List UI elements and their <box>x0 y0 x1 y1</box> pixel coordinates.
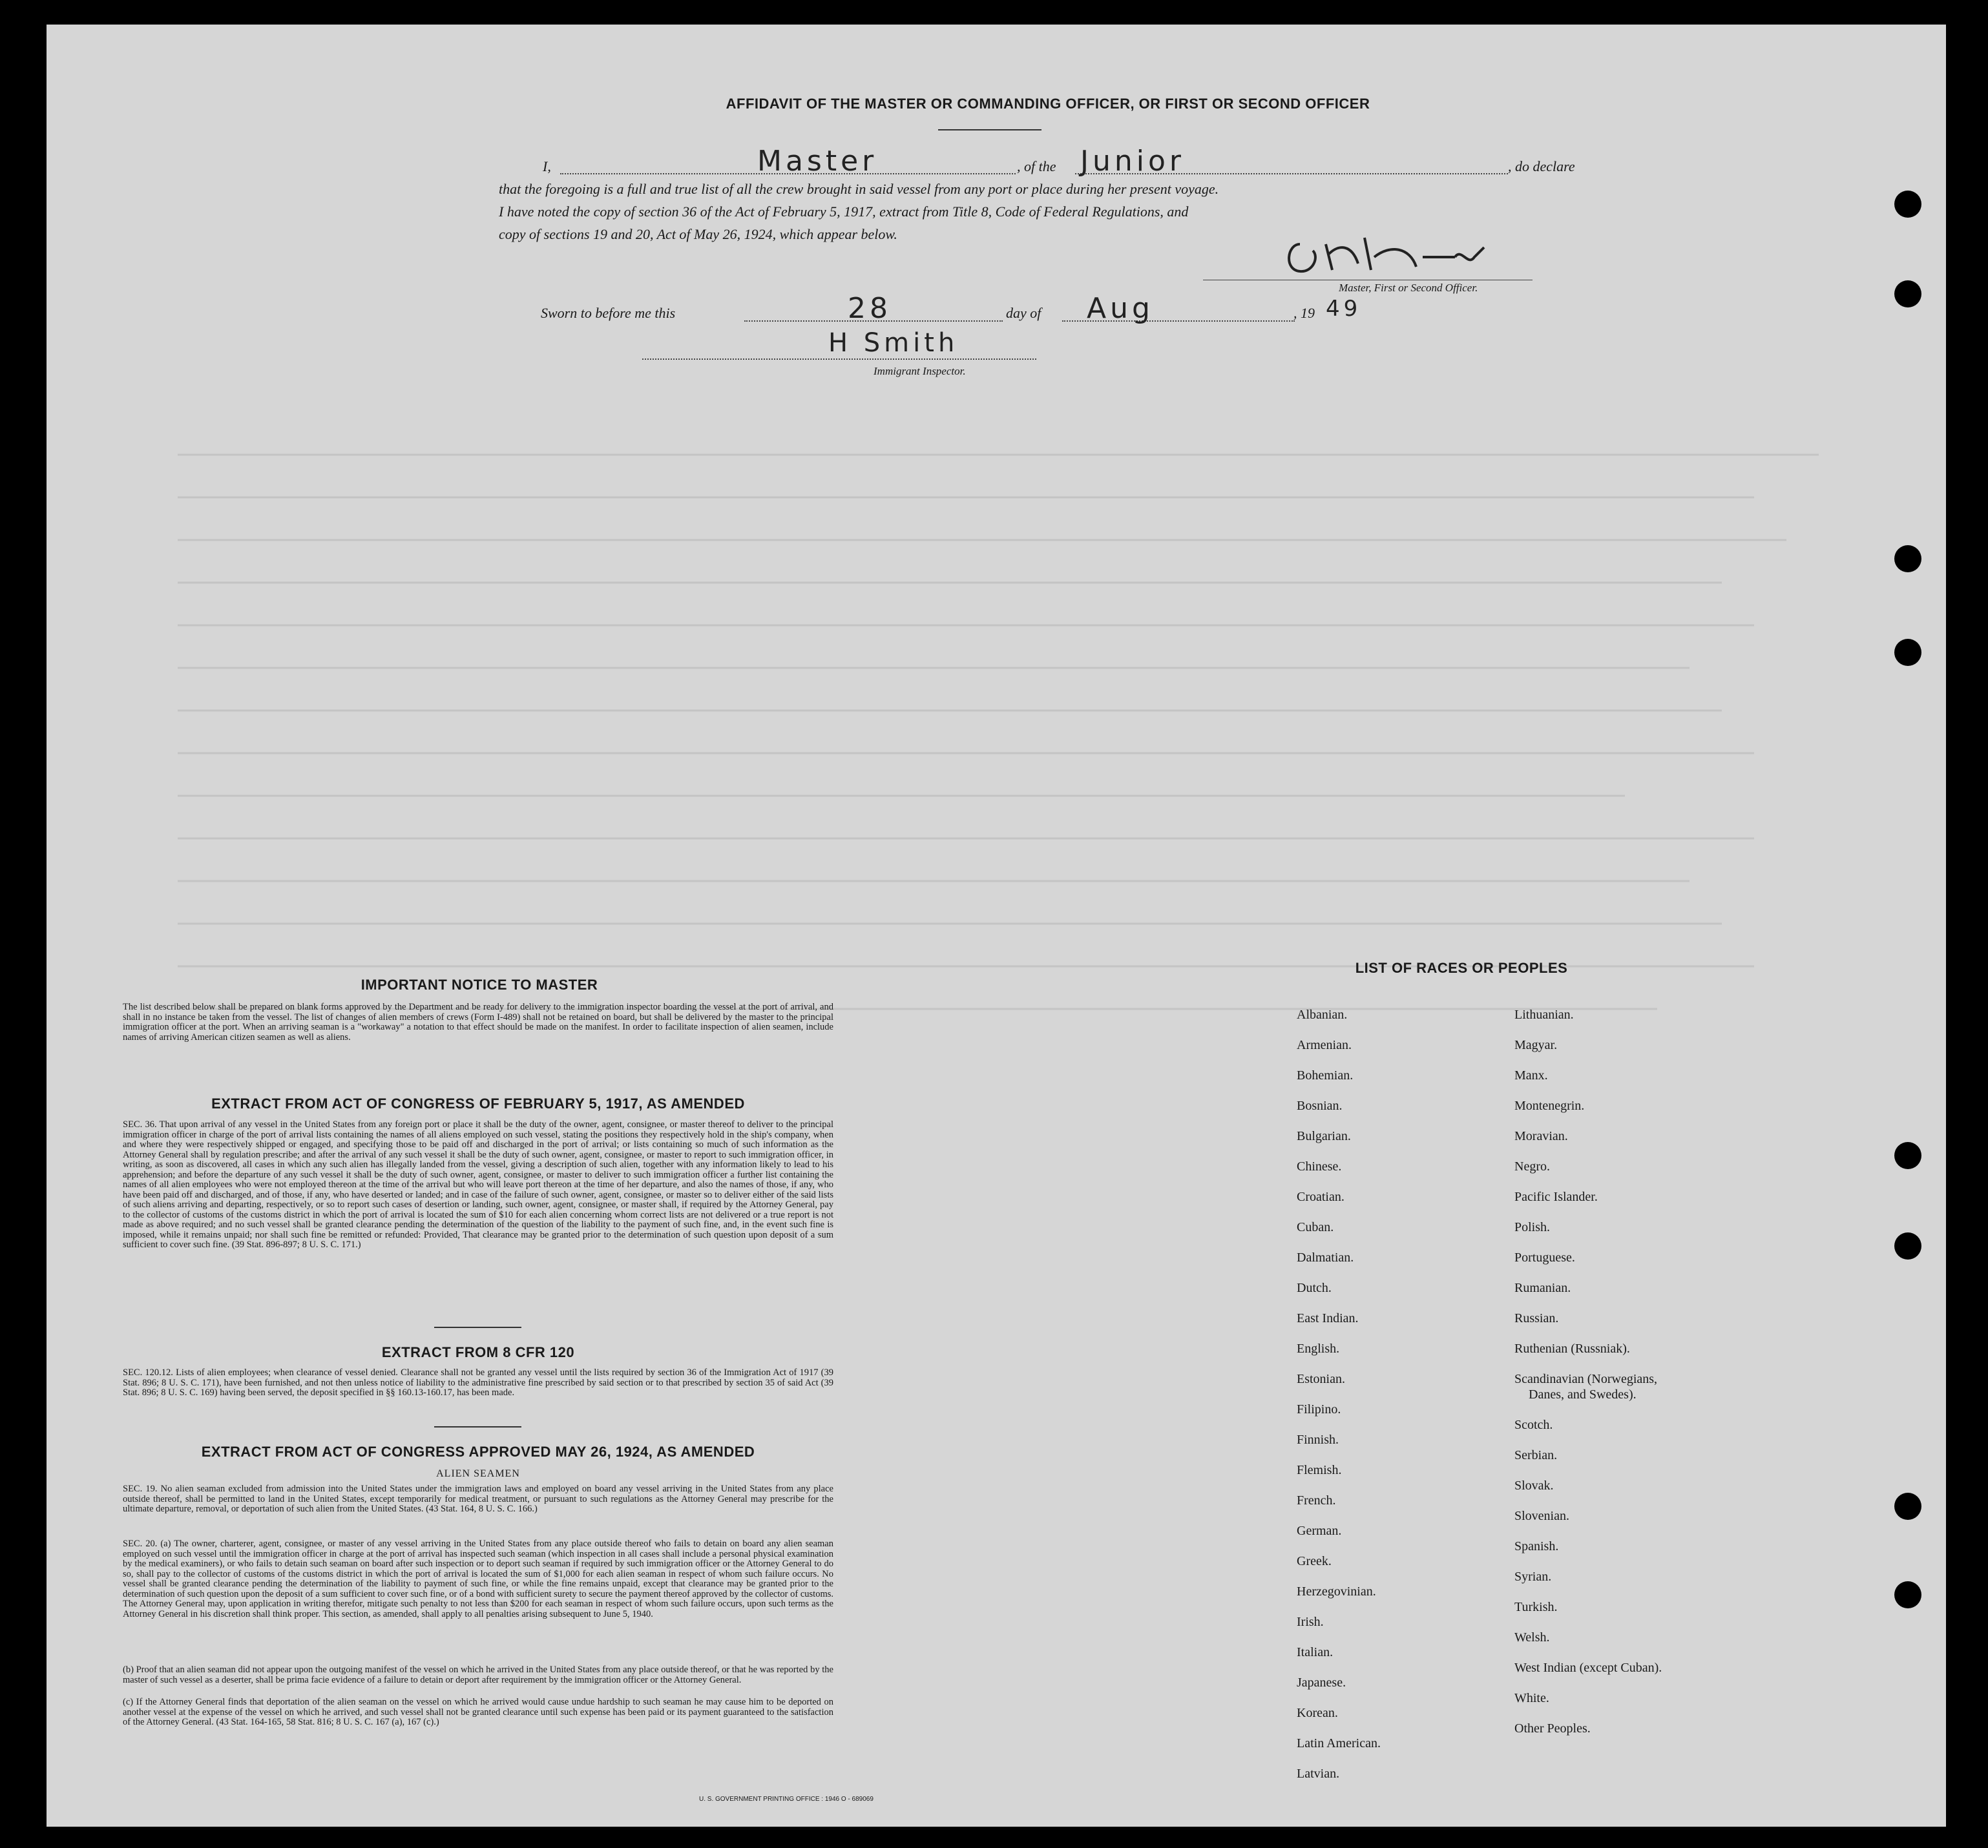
extract-1917-text: SEC. 36. That upon arrival of any vessel in the United States from any foreign port or place it shall be the duty of the owner, agent, consignee, or master thereof to deliver to the principal immigration officer in charge of the port of arrival lists containing the names of all aliens employed on such vessel, stating the positions they respectively hold in the ship's company, when and where they were respectively shipped or engaged, and specifying those to be paid off and discharged in the port of arrival; or lists containing so much of such information as the Attorney General shall by regulation prescribe; and after the arrival of any such vessel it shall be the duty of such owner, agent, consignee, or master to report to such immigration officer, in writing, as soon as discovered, all cases in which any such alien has illegally landed from the vessel, giving a description of such alien, together with any information likely to lead to his apprehension; and before the departure of any such vessel it shall be the duty of such owner, agent, consignee, or master to deliver to such immigration officer a further list containing the names of all alien employees who were not employed thereon at the time of the arrival but who will leave port thereon at the time of her departure, and also the names of those, if any, who have been paid off and discharged, and of those, if any, who have deserted or landed; and in case of the failure of such owner, agent, consignee, or master so to deliver either of the said lists of such aliens arriving and departing, respectively, or so to report such cases of desertion or landing, such owner, agent, consignee, or master shall, if required by the Attorney General, pay to the collector of customs of the customs district in which the port of arrival is located the sum of $10 for each alien concerning whom correct lists are not delivered or a true report is not made as above required; and no such vessel shall be granted clearance pending the determination of the question of the liability to the payment of such fine, and, in the event such fine is imposed, while it remains unpaid; nor shall such fine be remitted or refunded: Provided, That clearance may be granted prior to the determination of such question upon deposit of a sum sufficient to cover such fine. (39 Stat. 896-897; 8 U. S. C. 171.) <box>123 1119 833 1250</box>
race-item: Latin American. <box>1297 1736 1381 1750</box>
race-item: Slovak. <box>1514 1479 1554 1493</box>
punch-hole <box>1894 191 1921 218</box>
sec-20a-text: SEC. 20. (a) The owner, charterer, agent, consignee, or master of any vessel arriving in the United States from any place outside thereof who fails to detain on board any alien seaman employed on such vessel until the immigration officer in charge at the port of arrival has inspected such seaman (which inspection in all cases shall include a personal physical examination by the medical examiners), or who fails to detain such seaman on board after such inspection or to deport such seaman if required by such immigration officer or the Attorney General to do so, shall pay to the collector of customs of the customs district in which the port of arrival is located the sum of $1,000 for each alien seaman in respect of whom such failure occurs. No vessel shall be granted clearance pending the determination of the liability to payment of such fine, or while the fine remains unpaid, except that clearance may be granted prior to the determination of such question upon the deposit of a sum sufficient to cover such fine, or of a bond with sufficient surety to secure the payment thereof approved by the collector of customs. The Attorney General may, upon application in writing therefor, mitigate such penalty to not less than $200 for each seaman in respect of whom such failure occurs, upon such terms as the Attorney General in his discretion shall think proper. This section, as amended, shall apply to all penalties arising subsequent to June 5, 1940. <box>123 1539 833 1619</box>
punch-hole <box>1894 1232 1921 1260</box>
race-item: Turkish. <box>1514 1600 1558 1614</box>
race-item: Portuguese. <box>1514 1251 1575 1265</box>
declaration-line-2: I have noted the copy of section 36 of the Act of February 5, 1917, extract from Title 8, Code of Federal Regulations, and <box>499 203 1189 220</box>
race-item: Greek. <box>1297 1554 1332 1568</box>
race-item: Italian. <box>1297 1645 1334 1659</box>
race-item: Filipino. <box>1297 1402 1341 1417</box>
race-item: Dutch. <box>1297 1281 1332 1295</box>
race-item: Russian. <box>1514 1311 1559 1325</box>
races-title: LIST OF RACES OR PEOPLES <box>1355 960 1568 976</box>
race-item: Serbian. <box>1514 1448 1558 1462</box>
bleed-through <box>111 399 1883 1730</box>
declaration-i: I, <box>543 158 551 174</box>
master-signature <box>1261 218 1520 289</box>
race-item: Armenian. <box>1297 1038 1352 1052</box>
race-item: Manx. <box>1514 1068 1548 1083</box>
sec-20b-text: (b) Proof that an alien seaman did not appear upon the outgoing manifest of the vessel on which he arrived in the United States from any place outside thereof, or that he was reported by the master of such vessel as a deserter, shall be prima facie evidence of a failure to detain or deport after requirement by the immigration officer or the Attorney General. <box>123 1665 833 1685</box>
race-item: Other Peoples. <box>1514 1721 1591 1736</box>
race-item: Bosnian. <box>1297 1099 1343 1113</box>
race-item: Dalmatian. <box>1297 1251 1354 1265</box>
race-item: Ruthenian (Russniak). <box>1514 1342 1630 1356</box>
extract-cfr-title: EXTRACT FROM 8 CFR 120 <box>381 1344 575 1360</box>
extract-1924-subtitle: ALIEN SEAMEN <box>436 1468 520 1479</box>
race-item: Welsh. <box>1514 1630 1550 1645</box>
race-item: Korean. <box>1297 1706 1338 1720</box>
printer-imprint: U. S. GOVERNMENT PRINTING OFFICE : 1946 O - 689069 <box>699 1796 874 1803</box>
divider-1 <box>434 1327 521 1328</box>
punch-hole <box>1894 1493 1921 1520</box>
title-divider <box>938 129 1041 130</box>
race-item: Cuban. <box>1297 1220 1334 1234</box>
extract-1924-title: EXTRACT FROM ACT OF CONGRESS APPROVED MAY 26, 1924, AS AMENDED <box>201 1444 755 1460</box>
race-item: Montenegrin. <box>1514 1099 1585 1113</box>
vessel-handwritten: Junior <box>1080 145 1185 178</box>
signature-label: Master, First or Second Officer. <box>1339 282 1478 294</box>
rank-handwritten: Master <box>757 145 878 178</box>
race-item: Chinese. <box>1297 1159 1342 1174</box>
race-item: Lithuanian. <box>1514 1008 1574 1022</box>
race-item: Latvian. <box>1297 1767 1340 1781</box>
day-of-label: day of <box>1006 305 1041 321</box>
race-item: Bohemian. <box>1297 1068 1354 1083</box>
race-item: Irish. <box>1297 1615 1324 1629</box>
do-declare-label: , do declare <box>1508 158 1575 174</box>
race-item: Scotch. <box>1514 1418 1553 1432</box>
race-item: Albanian. <box>1297 1008 1348 1022</box>
affidavit-title: AFFIDAVIT OF THE MASTER OR COMMANDING OFFICER, OR FIRST OR SECOND OFFICER <box>726 96 1370 112</box>
punch-hole <box>1894 280 1921 307</box>
declaration-line-1: that the foregoing is a full and true list of all the crew brought in said vessel from any port or place during her present voyage. <box>499 181 1219 197</box>
declaration-line-3: copy of sections 19 and 20, Act of May 26, 1924, which appear below. <box>499 226 897 242</box>
race-item: East Indian. <box>1297 1311 1359 1325</box>
race-item: Estonian. <box>1297 1372 1345 1386</box>
race-item: Pacific Islander. <box>1514 1190 1598 1204</box>
race-item: White. <box>1514 1691 1549 1705</box>
race-item: Japanese. <box>1297 1676 1346 1690</box>
sec-19-text: SEC. 19. No alien seaman excluded from admission into the United States under the immigration laws and employed on board any vessel arriving in the United States from any place outside thereof, shall be permitted to land in the United States, except temporarily for medical treatment, or pursuant to such regulations as the Attorney General may prescribe for the ultimate departure, removal, or deportation of such alien from the United States. (43 Stat. 164, 8 U. S. C. 166.) <box>123 1484 833 1514</box>
notice-title: IMPORTANT NOTICE TO MASTER <box>361 977 598 993</box>
race-item: Rumanian. <box>1514 1281 1571 1295</box>
race-item: Spanish. <box>1514 1539 1559 1553</box>
sec-20c-text: (c) If the Attorney General finds that deportation of the alien seaman on the vessel on which he arrived would cause undue hardship to such seaman he may cause him to be deported on another vessel at the expense of the vessel on which he arrived, and such vessel shall not be granted clearance until such expense has been paid or its payment guaranteed to the satisfaction of the Attorney General. (43 Stat. 164-165, 58 Stat. 816; 8 U. S. C. 167 (a), 167 (c).) <box>123 1697 833 1727</box>
form-page <box>47 25 1946 1827</box>
sworn-label: Sworn to before me this <box>541 305 676 321</box>
extract-1917-title: EXTRACT FROM ACT OF CONGRESS OF FEBRUARY 5, 1917, AS AMENDED <box>211 1095 745 1112</box>
race-item: Negro. <box>1514 1159 1550 1174</box>
race-item: Croatian. <box>1297 1190 1345 1204</box>
inspector-label: Immigrant Inspector. <box>874 365 966 377</box>
year-handwritten: 49 <box>1326 296 1362 322</box>
race-item: West Indian (except Cuban). <box>1514 1661 1662 1675</box>
inspector-line <box>642 358 1036 360</box>
inspector-handwritten: H Smith <box>828 328 959 358</box>
race-item: Scandinavian (Norwegians, <box>1514 1372 1658 1386</box>
divider-2 <box>434 1426 521 1428</box>
notice-text: The list described below shall be prepared on blank forms approved by the Department and be ready for delivery to the immigration inspector boarding the vessel at the port of arrival, and shall in no instance be taken from the vessel. The list of changes of alien members of crews (Form I-489) shall not be retained on board, but shall be delivered by the master to the principal immigration officer at the port. When an arriving seaman is a "workaway" a notation to that effect should be made on the manifest. In order to facilitate inspection of alien seamen, include names of arriving American citizen seamen as well as aliens. <box>123 1002 833 1043</box>
month-handwritten: Aug <box>1087 292 1154 325</box>
race-item: Syrian. <box>1514 1570 1552 1584</box>
race-item: French. <box>1297 1493 1336 1508</box>
race-item: Bulgarian. <box>1297 1129 1351 1143</box>
punch-hole <box>1894 1142 1921 1169</box>
race-item: Danes, and Swedes). <box>1529 1387 1637 1402</box>
race-item: Polish. <box>1514 1220 1551 1234</box>
punch-hole <box>1894 1581 1921 1608</box>
year-prefix: , 19 <box>1293 305 1315 321</box>
extract-cfr-text: SEC. 120.12. Lists of alien employees; when clearance of vessel denied. Clearance shall not be granted any vessel until the lists required by section 36 of the Immigration Act of 1917 (39 Stat. 896; 8 U. S. C. 171), have been furnished, and not then unless notice of liability to the administrative fine prescribed by said section or to that prescribed by section 35 of said Act (39 Stat. 896; 8 U. S. C. 169) having been served, the deposit specified in §§ 160.13-160.17, has been made. <box>123 1367 833 1398</box>
punch-hole <box>1894 639 1921 666</box>
race-item: Slovenian. <box>1514 1509 1569 1523</box>
race-item: Moravian. <box>1514 1129 1568 1143</box>
race-item: Herzegovinian. <box>1297 1584 1376 1599</box>
race-item: Finnish. <box>1297 1433 1339 1447</box>
race-item: German. <box>1297 1524 1342 1538</box>
of-the-label: , of the <box>1017 158 1056 174</box>
race-item: English. <box>1297 1342 1340 1356</box>
day-handwritten: 28 <box>848 292 892 325</box>
race-item: Flemish. <box>1297 1463 1342 1477</box>
race-item: Magyar. <box>1514 1038 1558 1052</box>
punch-hole <box>1894 545 1921 572</box>
